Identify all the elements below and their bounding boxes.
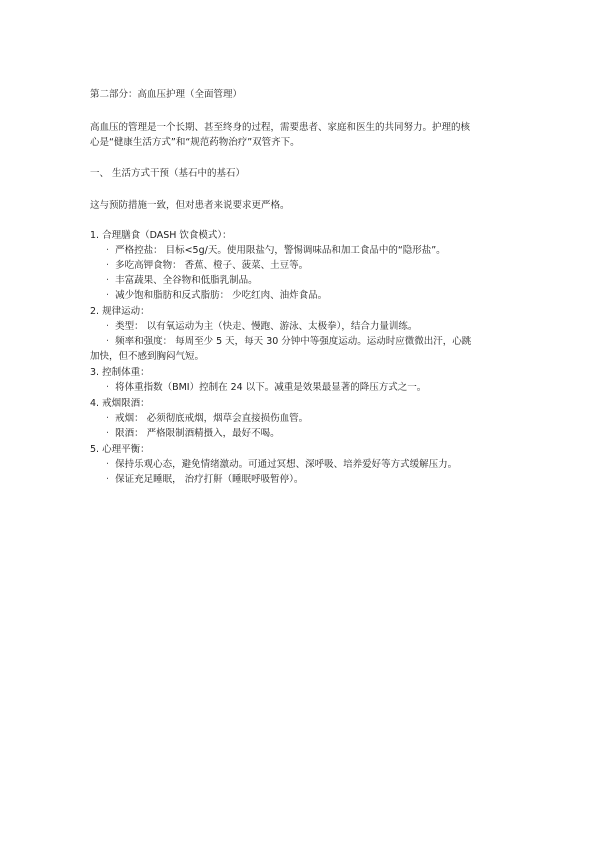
list-item (106, 245, 446, 257)
bullet-text: 严格控盐： 目标<5g/天。使用限盐勺，警惕调味品和加工食品中的“隐形盐”。 (115, 245, 446, 256)
list-item (106, 321, 417, 333)
bullet-text: 保持乐观心态，避免情绪激动。可通过冥想、深呼吸、培养爱好等方式缓解压力。 (115, 459, 458, 470)
bullet-text: 类型： 以有氧运动为主（快走、慢跑、游泳、太极拳），结合力量训练。 (115, 321, 418, 332)
bullet-text: 多吃高钾食物： 香蕉、橙子、菠菜、土豆等。 (115, 260, 309, 271)
list-item (106, 474, 303, 486)
list-item (106, 428, 280, 440)
list-heading-diet: 1. 合理膳食（DASH 饮食模式）： (90, 230, 232, 241)
bullet-marker: · (106, 336, 110, 347)
bullet-text: 丰富蔬果、全谷物和低脂乳制品。 (115, 275, 258, 286)
bullet-text: 戒烟： 必须彻底戒烟，烟草会直接损伤血管。 (115, 413, 309, 424)
list-item (106, 290, 327, 302)
list-heading-exercise: 2. 规律运动： (90, 306, 150, 317)
bullet-marker: · (106, 290, 110, 301)
bullet-text: 保证充足睡眠， 治疗打鼾（睡眠呼吸暂停）。 (115, 474, 304, 485)
bullet-marker: · (106, 382, 110, 393)
bullet-text: 减少饱和脂肪和反式脂肪： 少吃红肉、油炸食品。 (115, 290, 328, 301)
list-item (106, 413, 308, 425)
list-item (106, 336, 471, 348)
bullet-marker: · (106, 275, 110, 286)
list-item (106, 260, 308, 272)
bullet-text-line-1: 频率和强度： 每周至少 5 天，每天 30 分钟中等强度运动。运动时应微微出汗，心跳 (115, 336, 472, 347)
bullet-marker: · (106, 459, 110, 470)
bullet-marker: · (106, 321, 110, 332)
bullet-text: 将体重指数（BMI）控制在 24 以下。减重是效果最显著的降压方式之一。 (115, 382, 427, 393)
bullet-text-line-2: 加快，但不感到胸闷气短。 (90, 351, 205, 362)
intro-paragraph-line-1: 高血压的管理是一个长期、甚至终身的过程，需要患者、家庭和医生的共同努力。护理的核 (90, 122, 471, 133)
list-item (106, 459, 457, 471)
list-heading-mental: 5. 心理平衡： (90, 444, 150, 455)
bullet-marker: · (106, 474, 110, 485)
intro-paragraph-line-2: 心是“健康生活方式”和“规范药物治疗”双管齐下。 (90, 137, 300, 148)
list-heading-weight: 3. 控制体重： (90, 367, 150, 378)
bullet-marker: · (106, 245, 110, 256)
subsection-title: 一、 生活方式干预（基石中的基石） (90, 168, 246, 179)
bullet-marker: · (106, 428, 110, 439)
bullet-marker: · (106, 260, 110, 271)
bullet-marker: · (106, 413, 110, 424)
section-title: 第二部分：高血压护理（全面管理） (90, 89, 243, 100)
bullet-text: 限酒： 严格限制酒精摄入，最好不喝。 (115, 428, 280, 439)
list-item (106, 275, 258, 287)
list-item (106, 382, 426, 394)
list-heading-smoking-alcohol: 4. 戒烟限酒： (90, 398, 150, 409)
subsection-intro: 这与预防措施一致，但对患者来说要求更严格。 (90, 200, 290, 211)
